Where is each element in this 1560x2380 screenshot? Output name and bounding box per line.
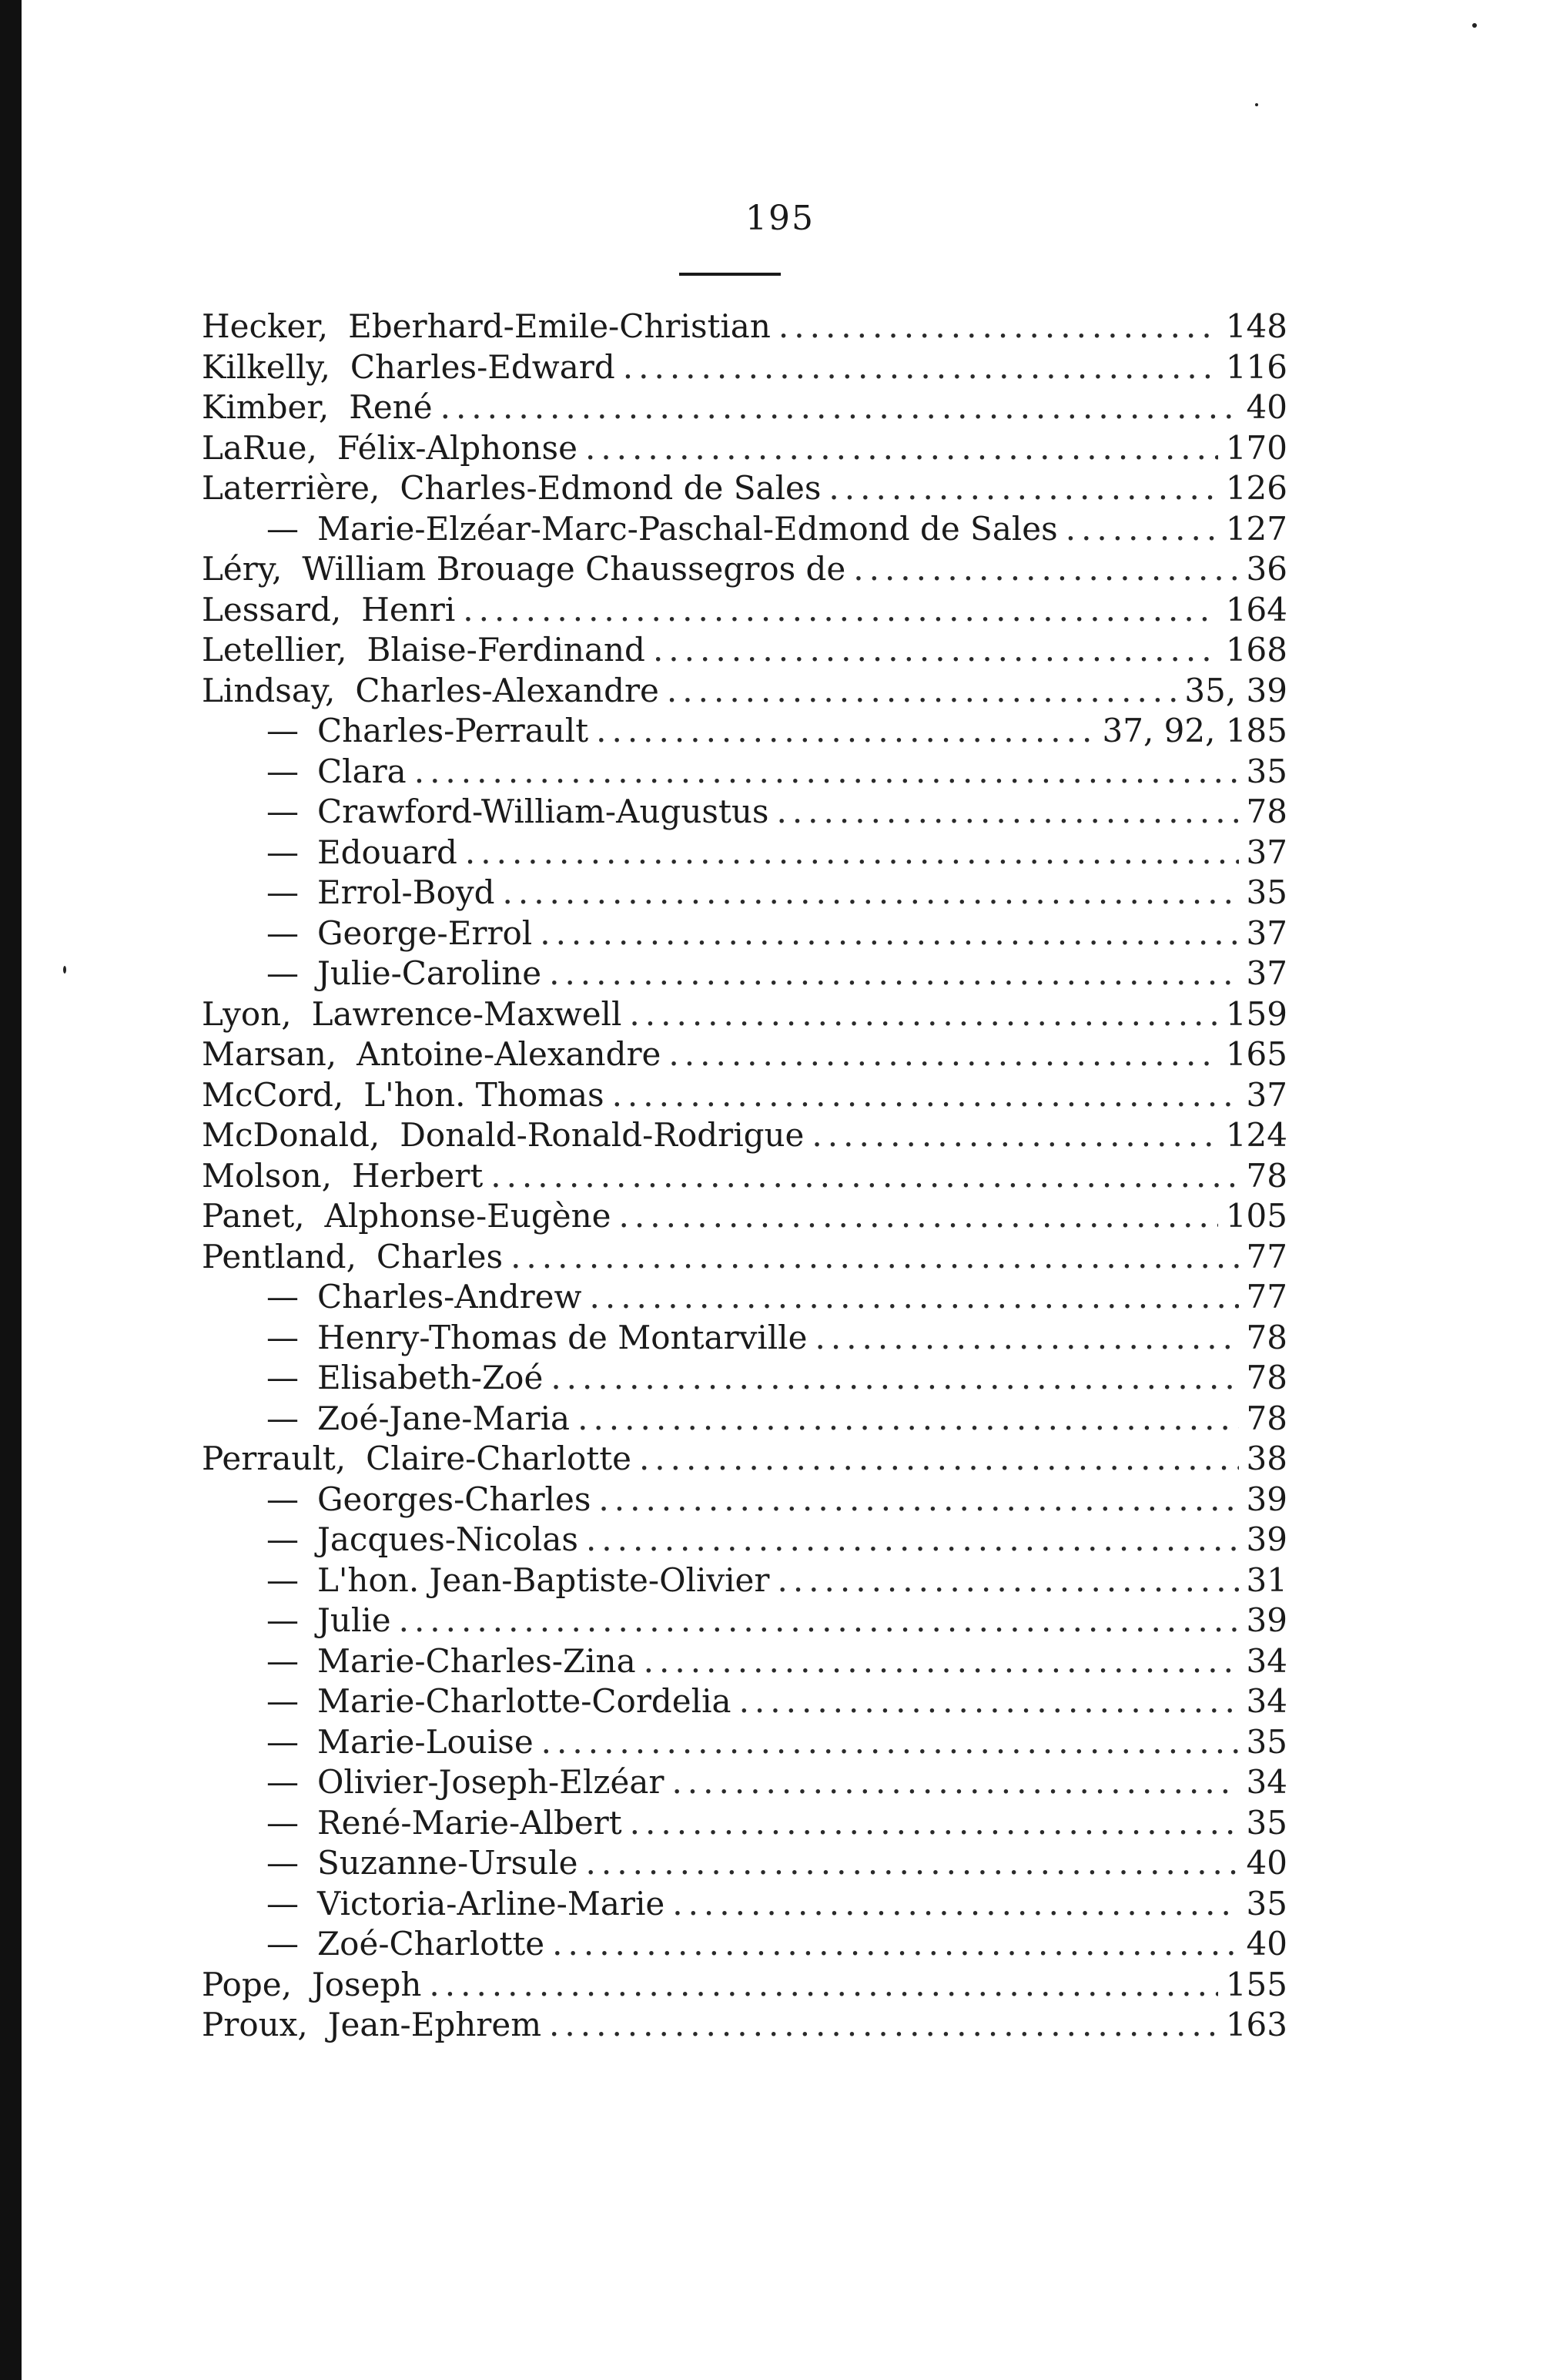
entry-surname: Letellier,: [202, 631, 347, 669]
entry-given-names: Donald-Ronald-Rodrigue: [400, 1116, 805, 1154]
dot-leader: [653, 630, 1218, 670]
dot-leader: [667, 671, 1177, 711]
entry-given-names: Eberhard-Emile-Christian: [348, 307, 771, 345]
dot-leader: [598, 1480, 1238, 1520]
entry-page-numbers: 126: [1225, 469, 1287, 507]
entry-surname: Pope,: [202, 1965, 292, 2003]
dot-leader: [429, 1965, 1217, 2005]
entry-given-names: Lawrence-Maxwell: [311, 994, 622, 1033]
entry-page-numbers: 35, 39: [1184, 671, 1287, 709]
ditto-dash: —: [266, 1884, 299, 1922]
entry-given-names: George-Errol: [317, 913, 533, 952]
index-entry: [202, 630, 1287, 671]
dot-leader: [623, 347, 1218, 387]
entry-given-names: Alphonse-Eugène: [324, 1197, 611, 1235]
entry-surname: Panet,: [202, 1197, 305, 1235]
entry-page-numbers: 34: [1246, 1641, 1287, 1680]
entry-given-names: Charles: [376, 1237, 504, 1275]
entry-surname: Marsan,: [202, 1035, 337, 1073]
index-entry: [202, 671, 1287, 712]
entry-given-names: Julie-Caroline: [317, 954, 542, 992]
entry-given-names: Marie-Charles-Zina: [317, 1641, 636, 1680]
entry-page-numbers: 78: [1246, 1318, 1287, 1356]
entry-given-names: William Brouage Chaussegros de: [302, 550, 846, 588]
entry-page-numbers: 35: [1246, 1722, 1287, 1761]
speck-mark: [1255, 103, 1258, 106]
entry-given-names: Olivier-Joseph-Elzéar: [317, 1763, 665, 1801]
dot-leader: [549, 2005, 1218, 2045]
entry-surname: LaRue,: [202, 428, 317, 467]
index-entry: [202, 711, 1287, 752]
dot-leader: [672, 1884, 1238, 1924]
entry-page-numbers: 37: [1246, 833, 1287, 871]
entry-surname: Lyon,: [202, 994, 292, 1033]
entry-given-names: Claire-Charlotte: [366, 1440, 631, 1477]
dot-leader: [440, 387, 1239, 427]
entry-given-names: Errol-Boyd: [317, 873, 495, 911]
dot-leader: [577, 1399, 1238, 1439]
ditto-dash: —: [266, 1480, 299, 1518]
entry-given-names: L'hon. Thomas: [363, 1075, 604, 1114]
ditto-dash: —: [266, 1925, 299, 1963]
entry-page-numbers: 34: [1246, 1682, 1287, 1720]
index-entry: [202, 1843, 1287, 1884]
dot-leader: [1066, 509, 1218, 549]
entry-given-names: Suzanne-Ursule: [317, 1844, 578, 1882]
dot-leader: [639, 1439, 1239, 1479]
entry-given-names: Marie-Louise: [317, 1722, 534, 1761]
index-entry: [202, 1722, 1287, 1763]
entry-given-names: Charles-Andrew: [317, 1278, 582, 1316]
entry-page-numbers: 34: [1246, 1763, 1287, 1801]
entry-surname: McCord,: [202, 1075, 344, 1114]
ditto-dash: —: [266, 1803, 299, 1842]
entry-given-names: René: [349, 388, 433, 426]
entry-surname: Laterrière,: [202, 469, 380, 507]
entry-given-names: René-Marie-Albert: [317, 1803, 622, 1842]
entry-page-numbers: 35: [1246, 752, 1287, 790]
dot-leader: [829, 468, 1217, 508]
index-entry: [202, 1318, 1287, 1359]
index-entry: [202, 1277, 1287, 1318]
dot-leader: [549, 954, 1238, 994]
dot-leader: [503, 873, 1239, 913]
entry-given-names: Blaise-Ferdinand: [367, 631, 645, 669]
index-entry: [202, 387, 1287, 428]
ditto-dash: —: [266, 1641, 299, 1680]
ditto-dash: —: [266, 1722, 299, 1761]
index-entry: [202, 1358, 1287, 1399]
index-entry: [202, 1156, 1287, 1197]
ditto-dash: —: [266, 873, 299, 911]
entry-given-names: L'hon. Jean-Baptiste-Olivier: [317, 1560, 770, 1599]
dot-leader: [812, 1115, 1217, 1155]
entry-given-names: Jacques-Nicolas: [317, 1520, 578, 1558]
entry-given-names: Charles-Alexandre: [355, 671, 659, 709]
page-number-rule: [679, 273, 781, 276]
entry-page-numbers: 39: [1246, 1520, 1287, 1558]
index-entry: [202, 1237, 1287, 1278]
dot-leader: [644, 1641, 1239, 1681]
entry-surname: Molson,: [202, 1156, 332, 1195]
entry-page-numbers: 163: [1225, 2006, 1287, 2043]
index-entry: [202, 1439, 1287, 1480]
dot-leader: [853, 549, 1238, 589]
dot-leader: [630, 1803, 1239, 1843]
entry-surname: Lessard,: [202, 590, 342, 629]
entry-page-numbers: 78: [1246, 1156, 1287, 1195]
entry-page-numbers: 31: [1246, 1560, 1287, 1599]
ditto-dash: —: [266, 712, 299, 749]
dot-leader: [815, 1318, 1238, 1358]
index-entry: [202, 792, 1287, 833]
entry-surname: Perrault,: [202, 1440, 346, 1477]
entry-page-numbers: 164: [1225, 590, 1287, 629]
index-entry: [202, 468, 1287, 509]
index-entry: [202, 954, 1287, 994]
entry-page-numbers: 36: [1246, 550, 1287, 588]
entry-page-numbers: 37: [1246, 954, 1287, 992]
dot-leader: [414, 752, 1239, 792]
entry-page-numbers: 148: [1225, 307, 1287, 345]
index-entry: [202, 1560, 1287, 1601]
entry-page-numbers: 39: [1246, 1480, 1287, 1518]
dot-leader: [465, 833, 1239, 873]
entry-page-numbers: 116: [1225, 347, 1287, 386]
dot-leader: [590, 1277, 1239, 1317]
entry-page-numbers: 37, 92, 185: [1102, 712, 1287, 749]
entry-surname: Kilkelly,: [202, 347, 330, 386]
dot-leader: [739, 1681, 1239, 1721]
entry-surname: Kimber,: [202, 388, 330, 426]
entry-page-numbers: 77: [1246, 1237, 1287, 1275]
dot-leader: [552, 1924, 1238, 1964]
entry-surname: Lindsay,: [202, 671, 336, 709]
entry-given-names: Zoé-Charlotte: [317, 1925, 545, 1963]
entry-given-names: Joseph: [311, 1965, 422, 2003]
ditto-dash: —: [266, 752, 299, 790]
index-entry: [202, 1196, 1287, 1237]
ditto-dash: —: [266, 1560, 299, 1599]
index-entry: [202, 1601, 1287, 1641]
dot-leader: [511, 1237, 1238, 1277]
index-entry: [202, 833, 1287, 873]
entry-page-numbers: 40: [1246, 388, 1287, 426]
entry-given-names: Charles-Edward: [350, 347, 615, 386]
entry-page-numbers: 78: [1246, 793, 1287, 830]
entry-page-numbers: 35: [1246, 1803, 1287, 1842]
ditto-dash: —: [266, 509, 299, 548]
entry-given-names: Edouard: [317, 833, 457, 871]
index-entry: [202, 307, 1287, 347]
ditto-dash: —: [266, 1318, 299, 1356]
entry-given-names: Charles-Edmond de Sales: [400, 469, 822, 507]
entry-given-names: Crawford-William-Augustus: [317, 793, 769, 830]
ditto-dash: —: [266, 1844, 299, 1882]
entry-surname: Léry,: [202, 550, 283, 588]
speck-mark: [1472, 23, 1477, 28]
ditto-dash: —: [266, 1399, 299, 1437]
index-entry: [202, 873, 1287, 913]
ditto-dash: —: [266, 954, 299, 992]
entry-given-names: Antoine-Alexandre: [357, 1035, 661, 1073]
dot-leader: [551, 1358, 1238, 1398]
index-entry: [202, 1520, 1287, 1560]
index-entry: [202, 428, 1287, 469]
entry-surname: Pentland,: [202, 1237, 357, 1275]
entry-page-numbers: 105: [1225, 1197, 1287, 1235]
entry-surname: Hecker,: [202, 307, 329, 345]
entry-given-names: Herbert: [351, 1156, 484, 1195]
index-entry: [202, 590, 1287, 631]
dot-leader: [777, 1560, 1238, 1601]
index-entry: [202, 509, 1287, 550]
entry-surname: Proux,: [202, 2006, 308, 2043]
ditto-dash: —: [266, 1601, 299, 1639]
dot-leader: [399, 1601, 1239, 1641]
entry-page-numbers: 37: [1246, 913, 1287, 952]
index-entry: [202, 994, 1287, 1035]
binding-edge: [0, 0, 22, 2380]
entry-given-names: Jean-Ephrem: [327, 2006, 542, 2043]
ditto-dash: —: [266, 1682, 299, 1720]
entry-page-numbers: 40: [1246, 1925, 1287, 1963]
dot-leader: [586, 1520, 1239, 1560]
entry-given-names: Victoria-Arline-Marie: [317, 1884, 665, 1922]
entry-page-numbers: 40: [1246, 1844, 1287, 1882]
dot-leader: [668, 1034, 1217, 1074]
ditto-dash: —: [266, 1278, 299, 1316]
dot-leader: [596, 711, 1094, 751]
entry-given-names: Félix-Alphonse: [336, 428, 577, 467]
entry-page-numbers: 127: [1225, 509, 1287, 548]
index-entry: [202, 1399, 1287, 1440]
dot-leader: [541, 1722, 1239, 1762]
ditto-dash: —: [266, 1359, 299, 1396]
entry-page-numbers: 165: [1225, 1035, 1287, 1073]
entry-given-names: Henri: [361, 590, 456, 629]
entry-page-numbers: 159: [1225, 994, 1287, 1033]
entry-given-names: Charles-Perrault: [317, 712, 589, 749]
entry-given-names: Marie-Charlotte-Cordelia: [317, 1682, 731, 1720]
entry-surname: McDonald,: [202, 1116, 380, 1154]
dot-leader: [490, 1156, 1238, 1196]
entry-page-numbers: 38: [1246, 1440, 1287, 1477]
index-entry: [202, 1762, 1287, 1803]
ditto-dash: —: [266, 833, 299, 871]
entry-given-names: Georges-Charles: [317, 1480, 591, 1518]
index-entry: [202, 1884, 1287, 1925]
entry-given-names: Elisabeth-Zoé: [317, 1359, 544, 1396]
dot-leader: [585, 428, 1218, 468]
index-entry: [202, 752, 1287, 793]
index-entry: [202, 1681, 1287, 1722]
ditto-dash: —: [266, 913, 299, 952]
index-entry: [202, 913, 1287, 954]
index-entry: [202, 1075, 1287, 1116]
ditto-dash: —: [266, 1520, 299, 1558]
index-list: [202, 307, 1287, 2046]
index-entry: [202, 1924, 1287, 1965]
dot-leader: [586, 1843, 1239, 1883]
entry-given-names: Clara: [317, 752, 407, 790]
entry-given-names: Henry-Thomas de Montarville: [317, 1318, 808, 1356]
entry-page-numbers: 124: [1225, 1116, 1287, 1154]
entry-page-numbers: 78: [1246, 1359, 1287, 1396]
entry-page-numbers: 155: [1225, 1965, 1287, 2003]
entry-given-names: Julie: [317, 1601, 391, 1639]
entry-page-numbers: 77: [1246, 1278, 1287, 1316]
entry-page-numbers: 37: [1246, 1075, 1287, 1114]
index-entry: [202, 1115, 1287, 1156]
dot-leader: [612, 1075, 1239, 1115]
entry-page-numbers: 35: [1246, 873, 1287, 911]
index-entry: [202, 347, 1287, 388]
dot-leader: [671, 1762, 1238, 1802]
dot-leader: [778, 307, 1218, 347]
page-number: 195: [745, 199, 815, 238]
entry-page-numbers: 170: [1225, 428, 1287, 467]
entry-page-numbers: 35: [1246, 1884, 1287, 1922]
entry-page-numbers: 78: [1246, 1399, 1287, 1437]
index-entry: [202, 1803, 1287, 1844]
index-entry: [202, 1034, 1287, 1075]
index-entry: [202, 1965, 1287, 2006]
speck-mark: [63, 966, 66, 974]
index-entry: [202, 1480, 1287, 1520]
dot-leader: [619, 1196, 1218, 1236]
entry-given-names: Marie-Elzéar-Marc-Paschal-Edmond de Sales: [317, 509, 1058, 548]
entry-page-numbers: 39: [1246, 1601, 1287, 1639]
index-entry: [202, 549, 1287, 590]
dot-leader: [776, 792, 1238, 832]
entry-given-names: Zoé-Jane-Maria: [317, 1399, 571, 1437]
index-entry: [202, 1641, 1287, 1682]
entry-page-numbers: 168: [1225, 631, 1287, 669]
ditto-dash: —: [266, 793, 299, 830]
dot-leader: [629, 994, 1217, 1034]
ditto-dash: —: [266, 1763, 299, 1801]
index-entry: [202, 2005, 1287, 2046]
dot-leader: [463, 590, 1218, 630]
dot-leader: [540, 913, 1238, 954]
